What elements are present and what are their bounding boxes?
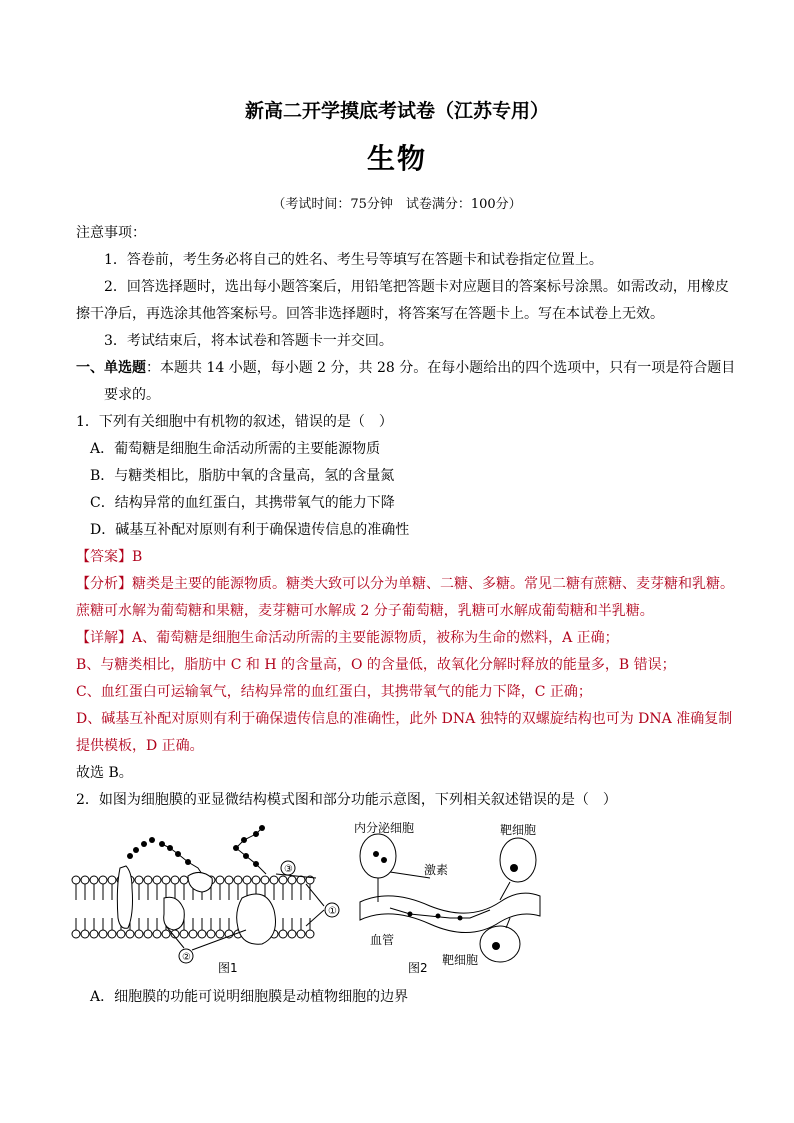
endocrine-label: 内分泌细胞 [354, 821, 415, 835]
target-cell-bottom-label: 靶细胞 [442, 953, 479, 967]
detail-tag: 【详解】 [76, 630, 132, 646]
conclusion: 故选 B。 [76, 765, 133, 781]
option-c: C．结构异常的血红蛋白，其携带氧气的能力下降 [90, 495, 395, 511]
detail-line-a [76, 627, 619, 647]
membrane-figure [66, 818, 356, 978]
label-1: ① [328, 906, 337, 917]
analysis-line-1 [76, 573, 734, 593]
note-item: 3．考试结束后，将本试卷和答题卡一并交回。 [104, 333, 393, 349]
answer-value: B [132, 549, 143, 565]
hormone-label: 激素 [424, 863, 449, 877]
option-d: D．碱基互补配对原则有利于确保遗传信息的准确性 [90, 522, 410, 538]
q2-option-a: A．细胞膜的功能可说明细胞膜是动植物细胞的边界 [90, 989, 409, 1005]
analysis-text: 糖类是主要的能源物质。糖类大致可以分为单糖、二糖、多糖。常见二糖有蔗糖、麦芽糖和乳糖。 [132, 576, 734, 592]
answer-line [76, 546, 142, 566]
section-label: 一、单选题 [76, 360, 146, 376]
detail-text: A、葡萄糖是细胞生命活动所需的主要能源物质，被称为生命的燃料，A 正确； [132, 630, 619, 646]
option-a: A．葡萄糖是细胞生命活动所需的主要能源物质 [90, 441, 381, 457]
analysis-line-2: 蔗糖可水解为葡萄糖和果糖，麦芽糖可水解成 2 分子葡萄糖，乳糖可水解成葡萄糖和半乳糖。 [76, 603, 654, 619]
question-1-stem: 1．下列有关细胞中有机物的叙述，错误的是（ ） [76, 414, 393, 430]
note-item: 2．回答选择题时，选出每小题答案后，用铅笔把答题卡对应题目的答案标号涂黑。如需改动，用橡皮 [104, 279, 729, 295]
section-desc-2: 要求的。 [104, 387, 160, 403]
detail-line-d1: D、碱基互补配对原则有利于确保遗传信息的准确性，此外 DNA 独特的双螺旋结构也可为 DNA 准确复制 [76, 711, 733, 727]
section-heading [76, 357, 735, 377]
label-2: ② [182, 952, 191, 963]
answer-tag: 【答案】 [76, 549, 132, 565]
subject-title: 生物 [366, 142, 427, 175]
section-desc: ：本题共 14 小题，每小题 2 分，共 28 分。在每小题给出的四个选项中，只有一项是符合题目 [146, 360, 736, 376]
note-item: 擦干净后，再选涂其他答案标号。回答非选择题时，将答案写在答题卡上。写在本试卷上无效。 [76, 306, 664, 322]
exam-title: 新高二开学摸底考试卷（江苏专用） [244, 100, 549, 122]
detail-line-d2: 提供模板，D 正确。 [76, 738, 204, 754]
signaling-figure [350, 818, 560, 978]
detail-line-c: C、血红蛋白可运输氧气，结构异常的血红蛋白，其携带氧气的能力下降，C 正确； [76, 684, 592, 700]
analysis-tag: 【分析】 [76, 576, 132, 592]
question-2-stem: 2．如图为细胞膜的亚显微结构模式图和部分功能示意图，下列相关叙述错误的是（ ） [76, 792, 617, 808]
fig2-caption: 图2 [408, 961, 428, 975]
vessel-label: 血管 [370, 933, 395, 947]
label-3: ③ [284, 864, 293, 875]
fig1-caption: 图1 [218, 961, 238, 975]
target-cell-top-label: 靶细胞 [500, 823, 537, 837]
notes-heading: 注意事项： [76, 225, 146, 241]
option-b: B．与糖类相比，脂肪中氧的含量高，氢的含量氮 [90, 468, 395, 484]
note-item: 1．答卷前，考生务必将自己的姓名、考生号等填写在答题卡和试卷指定位置上。 [104, 252, 603, 268]
detail-line-b: B、与糖类相比，脂肪中 C 和 H 的含量高，O 的含量低，故氧化分解时释放的能量多，B 错误； [76, 657, 676, 673]
exam-info: （考试时间：75分钟 试卷满分：100分） [272, 197, 522, 212]
